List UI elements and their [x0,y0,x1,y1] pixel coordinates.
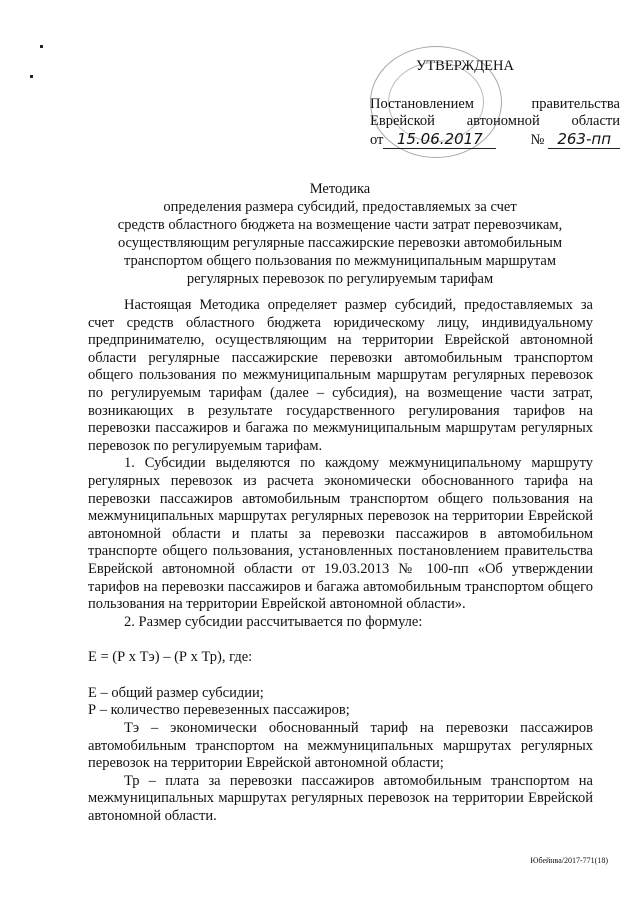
scan-speck [30,75,33,78]
title-line: транспортом общего пользования по межмуниципальным маршрутам [123,253,557,269]
approval-date: 15.06.2017 [383,131,496,150]
document-title [60,180,620,288]
paragraph-intro: Настоящая Методика определяет размер субсидий, предоставляемых за счет средств областного бюджета юридическому лицу, индивидуальному предпринимателю, осуществляющим на территории Еврейской автономной области регулярные пассажирские перевозки автомобильным транспортом общего пользования по межмуниципальным маршрутам регулярных перевозок по регулируемым тарифам (далее – субсидия), на возмещение части затрат, возникающих в результате государственного регулирования тарифов на перевозки пассажиров и багажа по межмуниципальным маршрутам регулярных перевозок по регулируемым тарифам. [88,297,593,454]
title-line: осуществляющим регулярные пассажирские перевозки автомобильным [117,235,563,251]
approval-line-1 [370,96,620,114]
definition-e: Е – общий размер субсидии; [88,684,264,701]
definition-te: Тэ – экономически обоснованный тариф на перевозки пассажиров автомобильным транспортом на межмуниципальных маршрутах регулярных перевозок на территории Еврейской автономной области; [88,720,593,772]
document-code: Юбейнва/2017-771(18) [530,856,608,865]
approval-block [370,58,620,149]
title-line: регулярных перевозок по регулируемым тарифам [186,271,494,287]
title-line: Методика [309,181,371,197]
approval-region: Еврейской автономной области [370,113,620,129]
number-prefix: № [530,131,545,148]
definition-p: Р – количество перевезенных пассажиров; [88,702,350,719]
definition-tr: Тр – плата за перевозки пассажиров автомобильным транспортом на межмуниципальных маршрутах регулярных перевозок на территории Еврейской автономной области. [88,772,593,825]
approval-by: Постановлением [370,95,474,112]
date-prefix: от [370,131,384,148]
paragraph-2: 2. Размер субсидии рассчитывается по формуле: [124,613,423,630]
approval-date-line [370,131,620,150]
scan-speck [40,45,43,48]
approved-label: УТВЕРЖДЕНА [416,58,514,74]
paragraph-1: 1. Субсидии выделяются по каждому межмуниципальному маршруту регулярных перевозок из расчета экономически обоснованного тарифа на перевозки пассажиров автомобильным транспортом общего пользования на межмуниципальных маршрутах регулярных перевозок на территории Еврейской автономной области и платы за перевозки пассажиров в автомобильном транспорте общего пользования, установленных постановлением правительства Еврейской автономной области от 19.03.2013 № 100-пп «Об утверждении тарифов на перевозки пассажиров и багажа автомобильным транспортом общего пользования на территории Еврейской автономной области». [88,455,593,613]
document-body [88,297,593,826]
formula: Е = (Р х Тэ) – (Р х Тр), где: [88,649,253,666]
title-line: определения размера субсидий, предоставляемых за счет [163,199,517,215]
title-line: средств областного бюджета на возмещение части затрат перевозчикам, [117,217,563,233]
approval-government: правительства [531,95,620,112]
approval-number: 263-пп [548,131,620,150]
